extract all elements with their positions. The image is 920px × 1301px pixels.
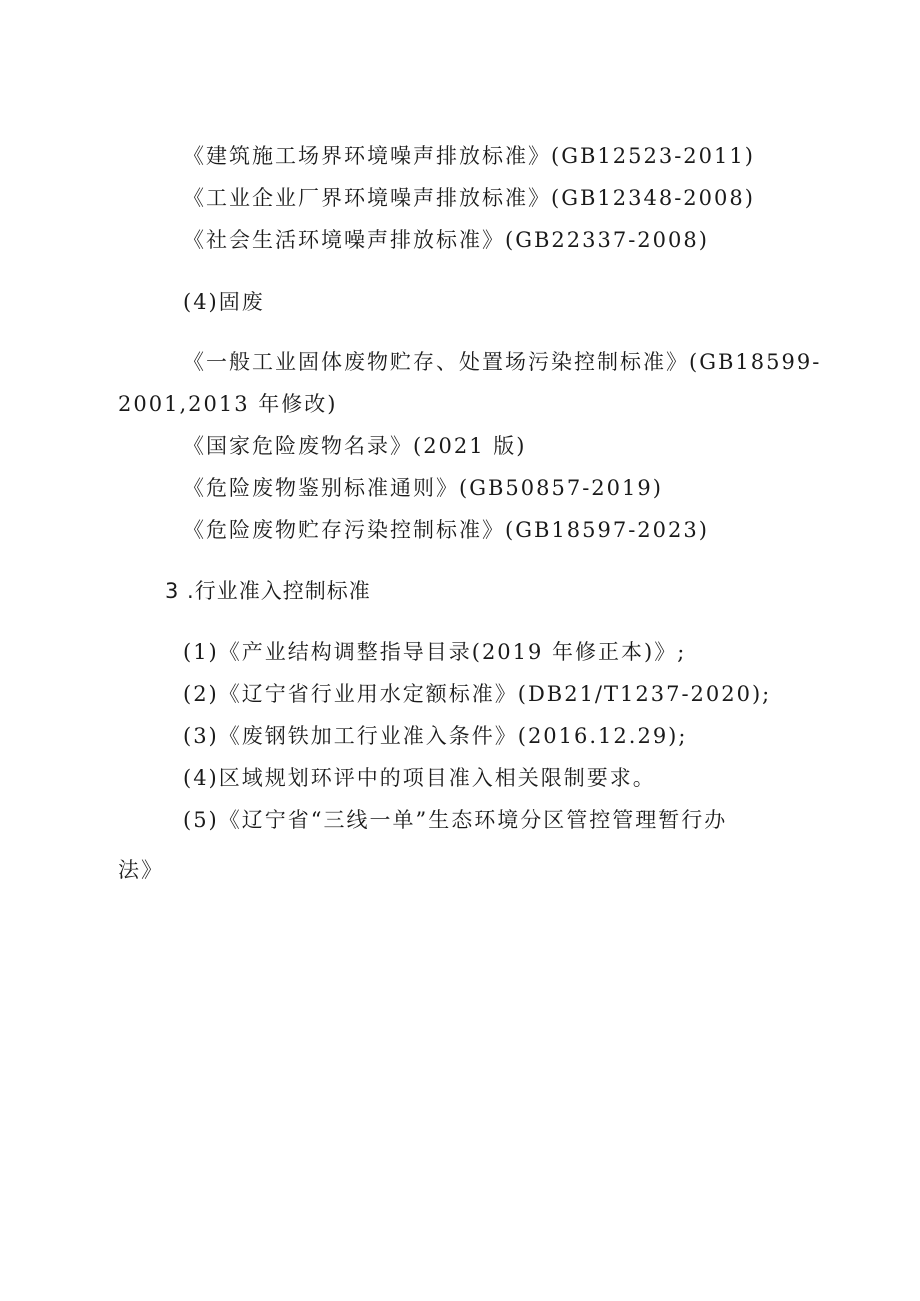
section-3-item: (2)《辽宁省行业用水定额标准》(DB21/T1237-2020); bbox=[183, 682, 772, 706]
solid-waste-line: 《国家危险废物名录》(2021 版) bbox=[183, 434, 527, 458]
section-3-item: (1)《产业结构调整指导目录(2019 年修正本)》; bbox=[183, 640, 687, 664]
section-3-item: (4)区域规划环评中的项目准入相关限制要求。 bbox=[183, 766, 656, 790]
solid-waste-line: 《危险废物鉴别标准通则》(GB50857-2019) bbox=[183, 476, 663, 500]
section-3-item: 法》 bbox=[118, 858, 164, 882]
noise-standard-line: 《建筑施工场界环境噪声排放标准》(GB12523-2011) bbox=[183, 144, 755, 168]
noise-standard-line: 《社会生活环境噪声排放标准》(GB22337-2008) bbox=[183, 228, 709, 252]
solid-waste-line: 2001,2013 年修改) bbox=[118, 392, 338, 416]
section-3-heading: 3 .行业准入控制标准 bbox=[165, 579, 371, 603]
solid-waste-line: 《危险废物贮存污染控制标准》(GB18597-2023) bbox=[183, 518, 709, 542]
solid-waste-line: 《一般工业固体废物贮存、处置场污染控制标准》(GB18599- bbox=[183, 350, 822, 374]
section-3-item: (3)《废钢铁加工行业准入条件》(2016.12.29); bbox=[183, 724, 688, 748]
noise-standard-line: 《工业企业厂界环境噪声排放标准》(GB12348-2008) bbox=[183, 186, 755, 210]
section-3-item: (5)《辽宁省“三线一单”生态环境分区管控管理暂行办 bbox=[183, 808, 728, 832]
solid-waste-heading: (4)固废 bbox=[183, 290, 265, 314]
